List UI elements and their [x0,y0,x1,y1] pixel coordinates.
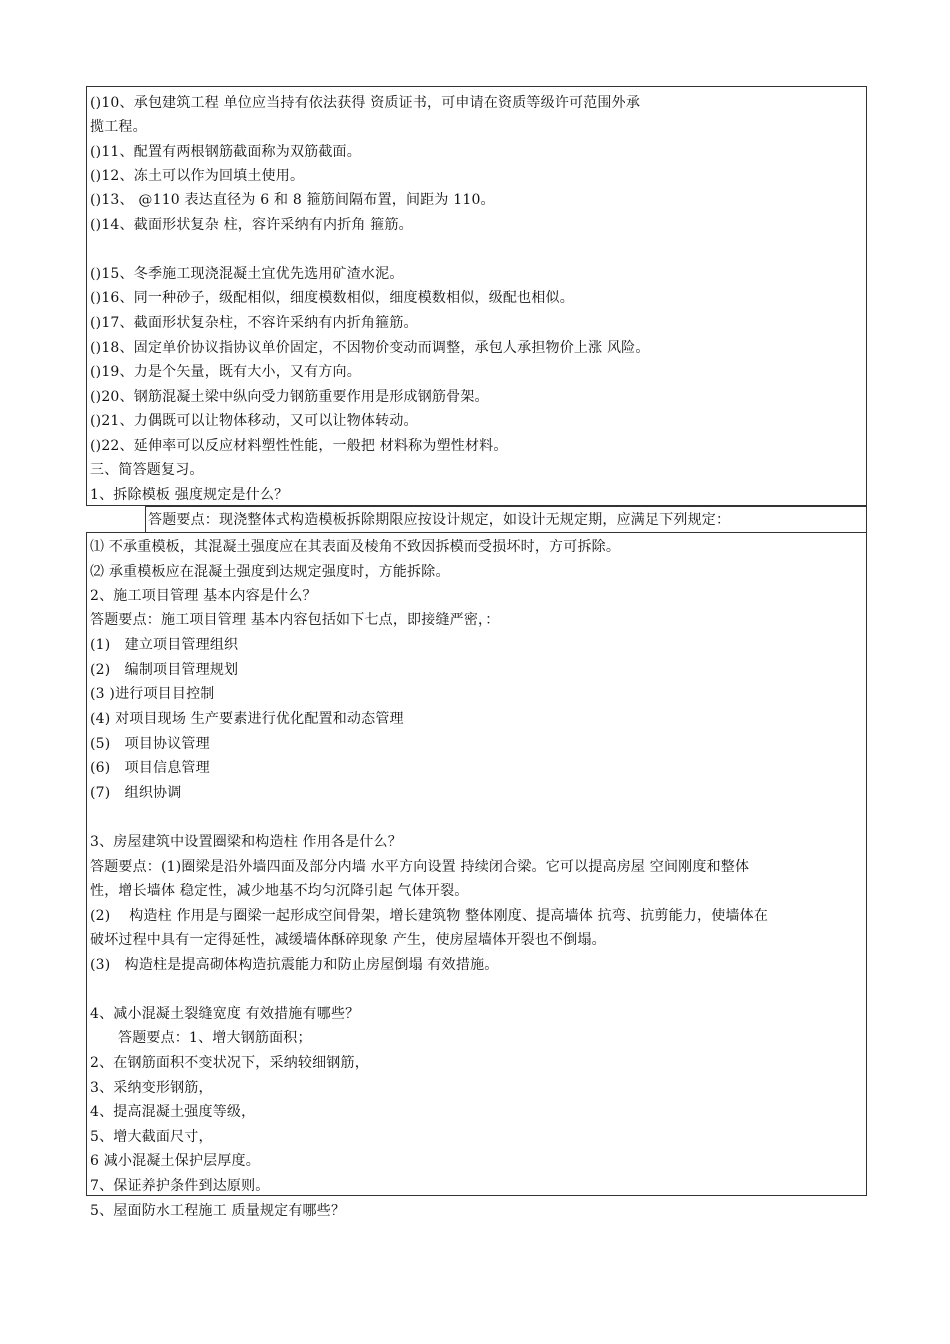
question-11: ()11、配置有两根钢筋截面称为双筋截面。 [90,144,361,160]
question-16: ()16、同一种砂子，级配相似，细度模数相似，细度模数相似，级配也相似。 [90,290,574,306]
question-12: ()12、冻土可以作为回填土使用。 [90,168,305,184]
answer-2-point-1: (1) 建立项目管理组织 [90,637,239,653]
question-15: ()15、冬季施工现浇混凝土宜优先选用矿渣水泥。 [90,266,404,282]
answer-2-point-3: (3 )进行项目目控制 [90,686,215,702]
question-21: ()21、力偶既可以让物体移动，又可以让物体转动。 [90,413,418,429]
answer-1-question: 1、拆除模板 强度规定是什么？ [90,487,289,503]
section-heading: 三、简答题复习。 [90,462,204,478]
answer-1-point-1: ⑴ 不承重模板，其混凝土强度应在其表面及棱角不致因拆模而受损坏时，方可拆除。 [90,539,621,555]
answer-3-question: 3、房屋建筑中设置圈梁和构造柱 作用各是什么？ [90,834,402,850]
answer-2-point-7: (7) 组织协调 [90,785,182,801]
answer-3-key-points-line-2: 性，增长墙体 稳定性，减少地基不均匀沉降引起 气体开裂。 [90,883,469,899]
answer-2-point-5: (5) 项目协议管理 [90,736,210,752]
answer-3-point-3: (3) 构造柱是提高砌体构造抗震能力和防止房屋倒塌 有效措施。 [90,957,499,973]
answer-2-key-points: 答题要点：施工项目管理 基本内容包括如下七点，即接缝严密，： [90,612,500,628]
answer-1-key-points: 答题要点：现浇整体式构造模板拆除期限应按设计规定，如设计无规定期，应满足下列规定： [148,512,731,528]
answer-5-question: 5、屋面防水工程施工 质量规定有哪些？ [90,1203,346,1219]
answer-1-point-2: ⑵ 承重模板应在混凝土强度到达规定强度时，方能拆除。 [90,564,450,580]
answer-4-point-4: 4、提高混凝土强度等级， [90,1104,256,1120]
answer-4-point-3: 3、采纳变形钢筋， [90,1080,213,1096]
question-13: ()13、 @110 表达直径为 6 和 8 箍筋间隔布置，间距为 110。 [90,192,495,208]
answer-3-point-2-line-2: 破坏过程中具有一定得延性，减缓墙体酥碎现象 产生，使房屋墙体开裂也不倒塌。 [90,932,606,948]
answer-3-point-2-line-1: (2) 构造柱 作用是与圈梁一起形成空间骨架，增长建筑物 整体刚度、提高墙体 抗弯、抗剪能力，使墙体在 [90,908,769,924]
answer-3-key-points-line-1: 答题要点：(1)圈梁是沿外墙四面及部分内墙 水平方向设置 持续闭合梁。它可以提高房屋 空间刚度和整体 [90,859,750,875]
answer-2-question: 2、施工项目管理 基本内容是什么？ [90,588,317,604]
answer-2-point-2: (2) 编制项目管理规划 [90,662,239,678]
answer-4-point-2: 2、在钢筋面积不变状况下，采纳较细钢筋， [90,1055,369,1071]
answer-4-point-7: 7、保证养护条件到达原则。 [90,1178,270,1194]
question-18: ()18、固定单价协议指协议单价固定，不因物价变动而调整，承包人承担物价上涨 风险。 [90,340,650,356]
question-17: ()17、截面形状复杂柱，不容许采纳有内折角箍筋。 [90,315,418,331]
question-14: ()14、截面形状复杂 柱，容许采纳有内折角 箍筋。 [90,217,413,233]
question-10-line-2: 揽工程。 [90,119,147,135]
answer-4-question: 4、减小混凝土裂缝宽度 有效措施有哪些？ [90,1006,360,1022]
answer-2-point-6: (6) 项目信息管理 [90,760,210,776]
answer-4-point-5: 5、增大截面尺寸， [90,1129,213,1145]
question-22: ()22、延伸率可以反应材料塑性性能，一般把 材料称为塑性材料。 [90,438,508,454]
answer-4-point-6: 6 减小混凝土保护层厚度。 [90,1153,260,1169]
question-19: ()19、力是个矢量，既有大小，又有方向。 [90,364,361,380]
answer-2-point-4: (4) 对项目现场 生产要素进行优化配置和动态管理 [90,711,404,727]
question-10-line-1: ()10、承包建筑工程 单位应当持有依法获得 资质证书，可申请在资质等级许可范围外承 [90,95,641,111]
question-20: ()20、钢筋混凝土梁中纵向受力钢筋重要作用是形成钢筋骨架。 [90,389,489,405]
answer-4-key-points: 答题要点：1、增大钢筋面积； [118,1030,312,1046]
